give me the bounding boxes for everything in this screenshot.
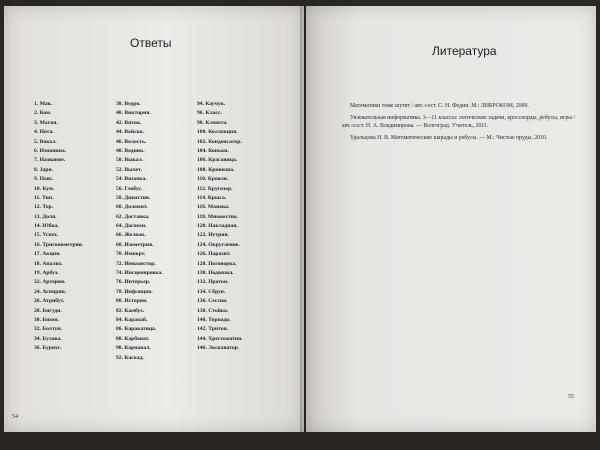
answer-item: 142. Тритон. <box>197 326 229 333</box>
answer-item: 112. Кругозор. <box>197 185 233 192</box>
answer-item: 80. История. <box>116 298 148 305</box>
answer-item: 106. Красавица. <box>197 157 238 164</box>
answer-item: 100. Коллекция. <box>197 129 238 136</box>
answer-item: 146. Экскаватор. <box>197 345 240 352</box>
answer-item: 1. Мак. <box>34 101 53 107</box>
answer-item: 2. Ком. <box>34 110 52 117</box>
answer-item: 14. Юбка. <box>34 223 59 230</box>
answers-column-2 <box>116 100 163 363</box>
answer-item: 40. Виктория. <box>116 110 151 117</box>
answer-item: 86. Каракатица. <box>116 326 157 333</box>
answer-item: 114. Крыса. <box>197 194 227 201</box>
answer-item: 144. Хрестоматия. <box>197 335 243 342</box>
answer-item: 7. Название. <box>34 157 66 164</box>
answer-item: 124. Округление. <box>197 241 240 248</box>
answer-item: 56. Глобус. <box>116 185 143 192</box>
answer-item: 96. Класс. <box>197 110 222 117</box>
answer-item: 4. Нота. <box>34 129 54 136</box>
answer-item: 32. Болтун. <box>34 326 63 333</box>
answer-item: 134. Сбруя. <box>197 288 226 295</box>
answer-item: 18. Анализ. <box>34 260 63 267</box>
answer-item: 76. Интерьер. <box>116 279 151 286</box>
answer-item: 19. Арбуз. <box>34 270 59 277</box>
answer-item: 110. Кровля. <box>197 176 229 183</box>
answer-item: 108. Кривизна. <box>197 166 235 173</box>
references-list <box>342 102 578 145</box>
answer-item: 15. Успех. <box>34 232 59 239</box>
reference-item: Математики тоже шутят / авт.-сост. С. Н. Федин. М.: ЛИБРОКОМ, 2009. <box>350 103 529 109</box>
answer-item: 9. Пояс. <box>34 176 54 183</box>
answers-heading: Ответы <box>130 36 172 50</box>
answer-item: 84. Каравай. <box>116 316 148 323</box>
answer-item: 8. Заря. <box>34 166 53 173</box>
answer-item: 66. Желвак. <box>116 232 146 239</box>
answer-item: 118. Множество. <box>197 213 238 220</box>
answer-item: 64. Доспехи. <box>116 223 147 230</box>
answer-item: 34. Булава. <box>34 335 62 342</box>
answer-item: 5. Вокал. <box>34 138 57 145</box>
answer-item: 130. Подвязка. <box>197 270 234 277</box>
answer-item: 48. Водник. <box>116 147 145 154</box>
answer-item: 122. Нутрия. <box>197 232 229 239</box>
reference-item: Увлекательная информатика. 3—11 классы: логические задачи, кроссворды, ребусы, игры / авт.-сост. Н. А. Владимирова. — Волгоград: Учитель, 2011. <box>342 114 576 130</box>
answers-column-3 <box>197 100 243 354</box>
answer-item: 58. Династия. <box>116 194 151 201</box>
answer-item: 16. Тригонометрия. <box>34 241 84 248</box>
answer-item: 26. Атрибут. <box>34 298 65 305</box>
answer-item: 22. Артерия. <box>34 279 66 286</box>
answer-item: 138. Стойка. <box>197 307 229 314</box>
answer-item: 98. Клевета. <box>197 119 228 126</box>
answer-item: 70. Импорт. <box>116 251 146 258</box>
answer-item: 44. Войско. <box>116 129 144 136</box>
answer-item: 54. Вязанка. <box>116 176 147 183</box>
answer-item: 128. Поговорка. <box>197 260 237 267</box>
answer-item: 102. Конденсатор. <box>197 138 242 145</box>
answer-item: 104. Коньки. <box>197 147 229 154</box>
answers-column-1 <box>34 100 83 354</box>
answer-item: 42. Виток. <box>116 119 142 126</box>
answer-item: 10. Кум. <box>34 185 55 192</box>
answer-item: 3. Магия. <box>34 119 58 126</box>
answer-item: 52. Вычет. <box>116 166 142 173</box>
answer-item: 116. Манака. <box>197 204 230 211</box>
answer-item: 62. Доставка. <box>116 213 150 220</box>
left-page <box>4 6 304 432</box>
answer-item: 136. Сессия. <box>197 298 228 305</box>
answer-item: 6. Изнанина. <box>34 147 67 154</box>
answer-item: 90. Карнавал. <box>116 345 151 352</box>
answer-item: 17. Акция. <box>34 251 61 258</box>
answer-item: 94. Каучук. <box>197 101 226 107</box>
answer-item: 50. Выкал. <box>116 157 144 164</box>
answer-item: 88. Карбонат. <box>116 335 150 342</box>
answer-item: 30. Бизон. <box>34 316 59 323</box>
page-number-left: 54 <box>12 414 18 420</box>
answer-item: 60. Доломит. <box>116 204 148 211</box>
answer-item: 92. Каскад. <box>116 354 144 361</box>
answer-item: 24. Аспирин. <box>34 288 67 295</box>
page-number-right: 55 <box>568 394 574 400</box>
answer-item: 36. Бурнус. <box>34 345 62 352</box>
answer-item: 74. Инсценировка. <box>116 270 163 277</box>
answer-item: 72. Инвазистор. <box>116 260 156 267</box>
answer-item: 132. Протон. <box>197 279 229 286</box>
answer-item: 38. Ведро. <box>116 101 141 107</box>
answer-item: 11. Тип. <box>34 194 54 201</box>
answer-item: 120. Накладная. <box>197 223 238 230</box>
answer-item: 28. Бигуди. <box>34 307 62 314</box>
answer-item: 13. Доля. <box>34 213 57 220</box>
answer-item: 82. Камбуз. <box>116 307 145 314</box>
reference-item: Удальцова Н. В. Математические шарады и ребусы. — М.: Чистые пруды, 2010. <box>350 134 548 141</box>
answer-item: 140. Торнадо. <box>197 316 231 323</box>
answer-item: 68. Изометрия. <box>116 241 154 248</box>
answer-item: 78. Инфляция. <box>116 288 153 295</box>
answer-item: 12. Тор. <box>34 204 54 211</box>
literature-heading: Литература <box>432 44 497 58</box>
answer-item: 46. Волость. <box>116 138 147 145</box>
right-page <box>306 6 596 432</box>
answer-item: 126. Паразит. <box>197 251 231 258</box>
